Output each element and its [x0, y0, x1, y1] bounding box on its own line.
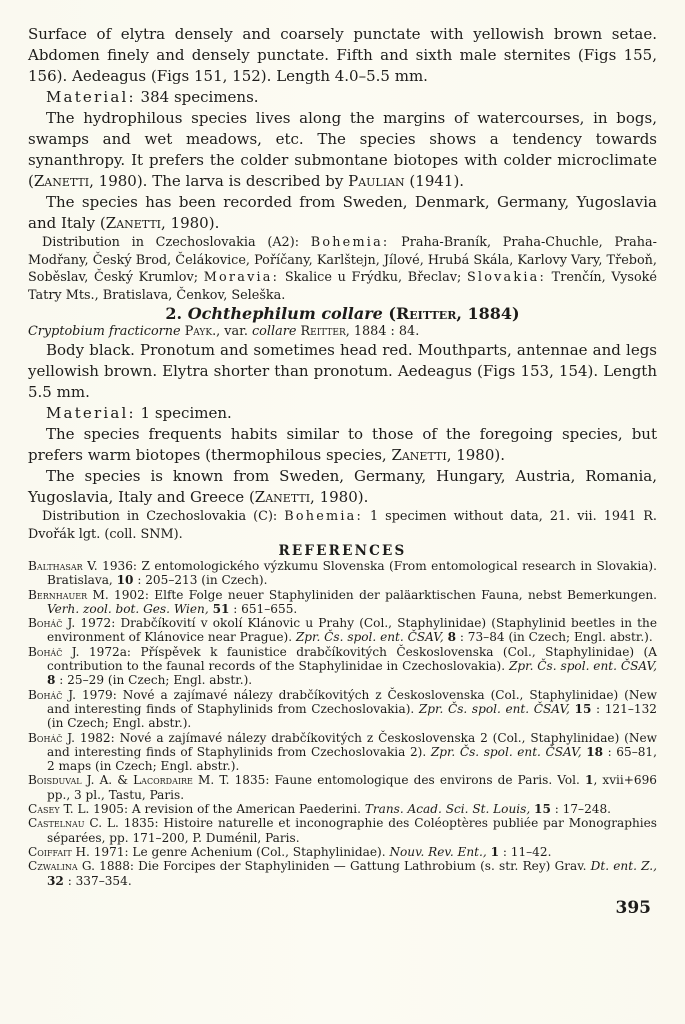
- reference-czwalina-1888: Czwalina G. 1888: Die Forcipes der Staphyliniden — Gattung Lathrobium (s. str. Rey) Grav. Dt. ent. Z., 32 : 337–354.: [28, 859, 657, 888]
- para-distribution-species2: Distribution in Czechoslovakia (C): Bohemia: 1 specimen without data, 21. vii. 1941 R. Dvořák lgt. (coll. SNM).: [28, 509, 657, 542]
- para-material-species2: Material: 1 specimen.: [46, 404, 232, 422]
- reference-bohac-1979: Boháč J. 1979: Nové a zajímavé nálezy drabčíkovitých z Československa (Col., Staphylinidae) (New and interesting finds of Staphylinids from Czechoslovakia). Zpr. Čs. spol. ent. ČSAV, 15 : 121–132 (in Czech; Engl. abstr.).: [28, 687, 657, 731]
- para-distribution-species1: Distribution in Czechoslovakia (A2): Bohemia: Praha-Braník, Praha-Chuchle, Praha-Modřany, Český Brod, Čelákovice, Poříčany, Karlštejn, Jílové, Hrubá Skála, Karlovy Vary, Třeboň, Soběslav, Český Krumlov; Moravia: Skalice u Frýdku, Břeclav; Slovakia: Trenčín, Vysoké Tatry Mts., Bratislava, Čenkov, Seleška.: [28, 235, 657, 303]
- reference-bohac-1972: Boháč J. 1972: Drabčíkovití v okolí Klánovic u Prahy (Col., Staphylinidae) (Staphylinid beetles in the environment of Klánovice near Prague). Zpr. Čs. spol. ent. ČSAV, 8 : 73–84 (in Czech; Engl. abstr.).: [28, 616, 657, 645]
- para-range-species2: The species is known from Sweden, Germany, Hungary, Austria, Romania, Yugoslavia, Italy and Greece (Zanetti, 1980).: [28, 467, 657, 506]
- reference-balthasar-1936: Balthasar V. 1936: Z entomologického výzkumu Slovenska (From entomological research in Slovakia). Bratislava, 10 : 205–213 (in Czech).: [28, 559, 657, 588]
- para-material-species1: Material: 384 specimens.: [46, 88, 259, 106]
- reference-castelnau-1835: Castelnau C. L. 1835: Histoire naturelle et inconographie des Coléoptères publiée par Monographies séparées, pp. 171–200, P. Duménil, Paris.: [28, 816, 657, 845]
- page-content: [28, 24, 657, 888]
- references-heading: REFERENCES: [278, 543, 407, 559]
- synonym-line: Cryptobium fracticorne Payk., var. collare Reitter, 1884 : 84.: [28, 324, 420, 339]
- para-bionomics-species2: The species frequents habits similar to those of the foregoing species, but prefers warm biotopes (thermophilous species, Zanetti, 1980).: [28, 425, 657, 464]
- reference-casey-1905: Casey T. L. 1905: A revision of the American Paederini. Trans. Acad. Sci. St. Louis, 15 : 17–248.: [28, 802, 612, 817]
- species2-heading: 2. Ochthephilum collare (Reitter, 1884): [165, 304, 520, 323]
- para-bionomics-species1: The hydrophilous species lives along the margins of watercourses, in bogs, swamps and wet meadows, etc. The species shows a tendency towards synanthropy. It prefers the colder submontane biotopes with colder microclimate (Zanetti, 1980). The larva is described by Paulian (1941).: [28, 109, 657, 190]
- reference-coiffait-1971: Coiffait H. 1971: Le genre Achenium (Col., Staphylinidae). Nouv. Rev. Ent., 1 : 11–42.: [28, 844, 552, 859]
- reference-bohac-1972a: Boháč J. 1972a: Příspěvek k faunistice drabčíkovitých Československa (Col., Staphylinidae) (A contribution to the faunal records of the Staphylinidae in Czechoslovakia). Zpr. Čs. spol. ent. ČSAV, 8 : 25–29 (in Czech; Engl. abstr.).: [28, 644, 657, 688]
- para-diagnosis-species2: Body black. Pronotum and sometimes head red. Mouthparts, antennae and legs yellowish brown. Elytra shorter than pronotum. Aedeagus (Figs 153, 154). Length 5.5 mm.: [28, 341, 657, 401]
- para-range-species1: The species has been recorded from Sweden, Denmark, Germany, Yugoslavia and Italy (Zanetti, 1980).: [28, 193, 657, 232]
- reference-boisduval-lacordaire-1835: Boisduval J. A. & Lacordaire M. T. 1835: Faune entomologique des environs de Paris. Vol. 1, xvii+696 pp., 3 pl., Tastu, Paris.: [28, 773, 658, 802]
- page-number: 395: [615, 897, 651, 918]
- reference-bohac-1982: Boháč J. 1982: Nové a zajímavé nálezy drabčíkovitých z Československa 2 (Col., Staphylinidae) (New and interesting finds of Staphylinids from Czechoslovakia 2). Zpr. Čs. spol. ent. ČSAV, 18 : 65–81, 2 maps (in Czech; Engl. abstr.).: [28, 730, 657, 774]
- reference-bernhauer-1902: Bernhauer M. 1902: Elfte Folge neuer Staphyliniden der paläarktischen Fauna, nebst Bemerkungen. Verh. zool. bot. Ges. Wien, 51 : 651–655.: [28, 587, 657, 616]
- para-diagnosis-species1: Surface of elytra densely and coarsely punctate with yellowish brown setae. Abdomen finely and densely punctate. Fifth and sixth male sternites (Figs 155, 156). Aedeagus (Figs 151, 152). Length 4.0–5.5 mm.: [28, 25, 657, 85]
